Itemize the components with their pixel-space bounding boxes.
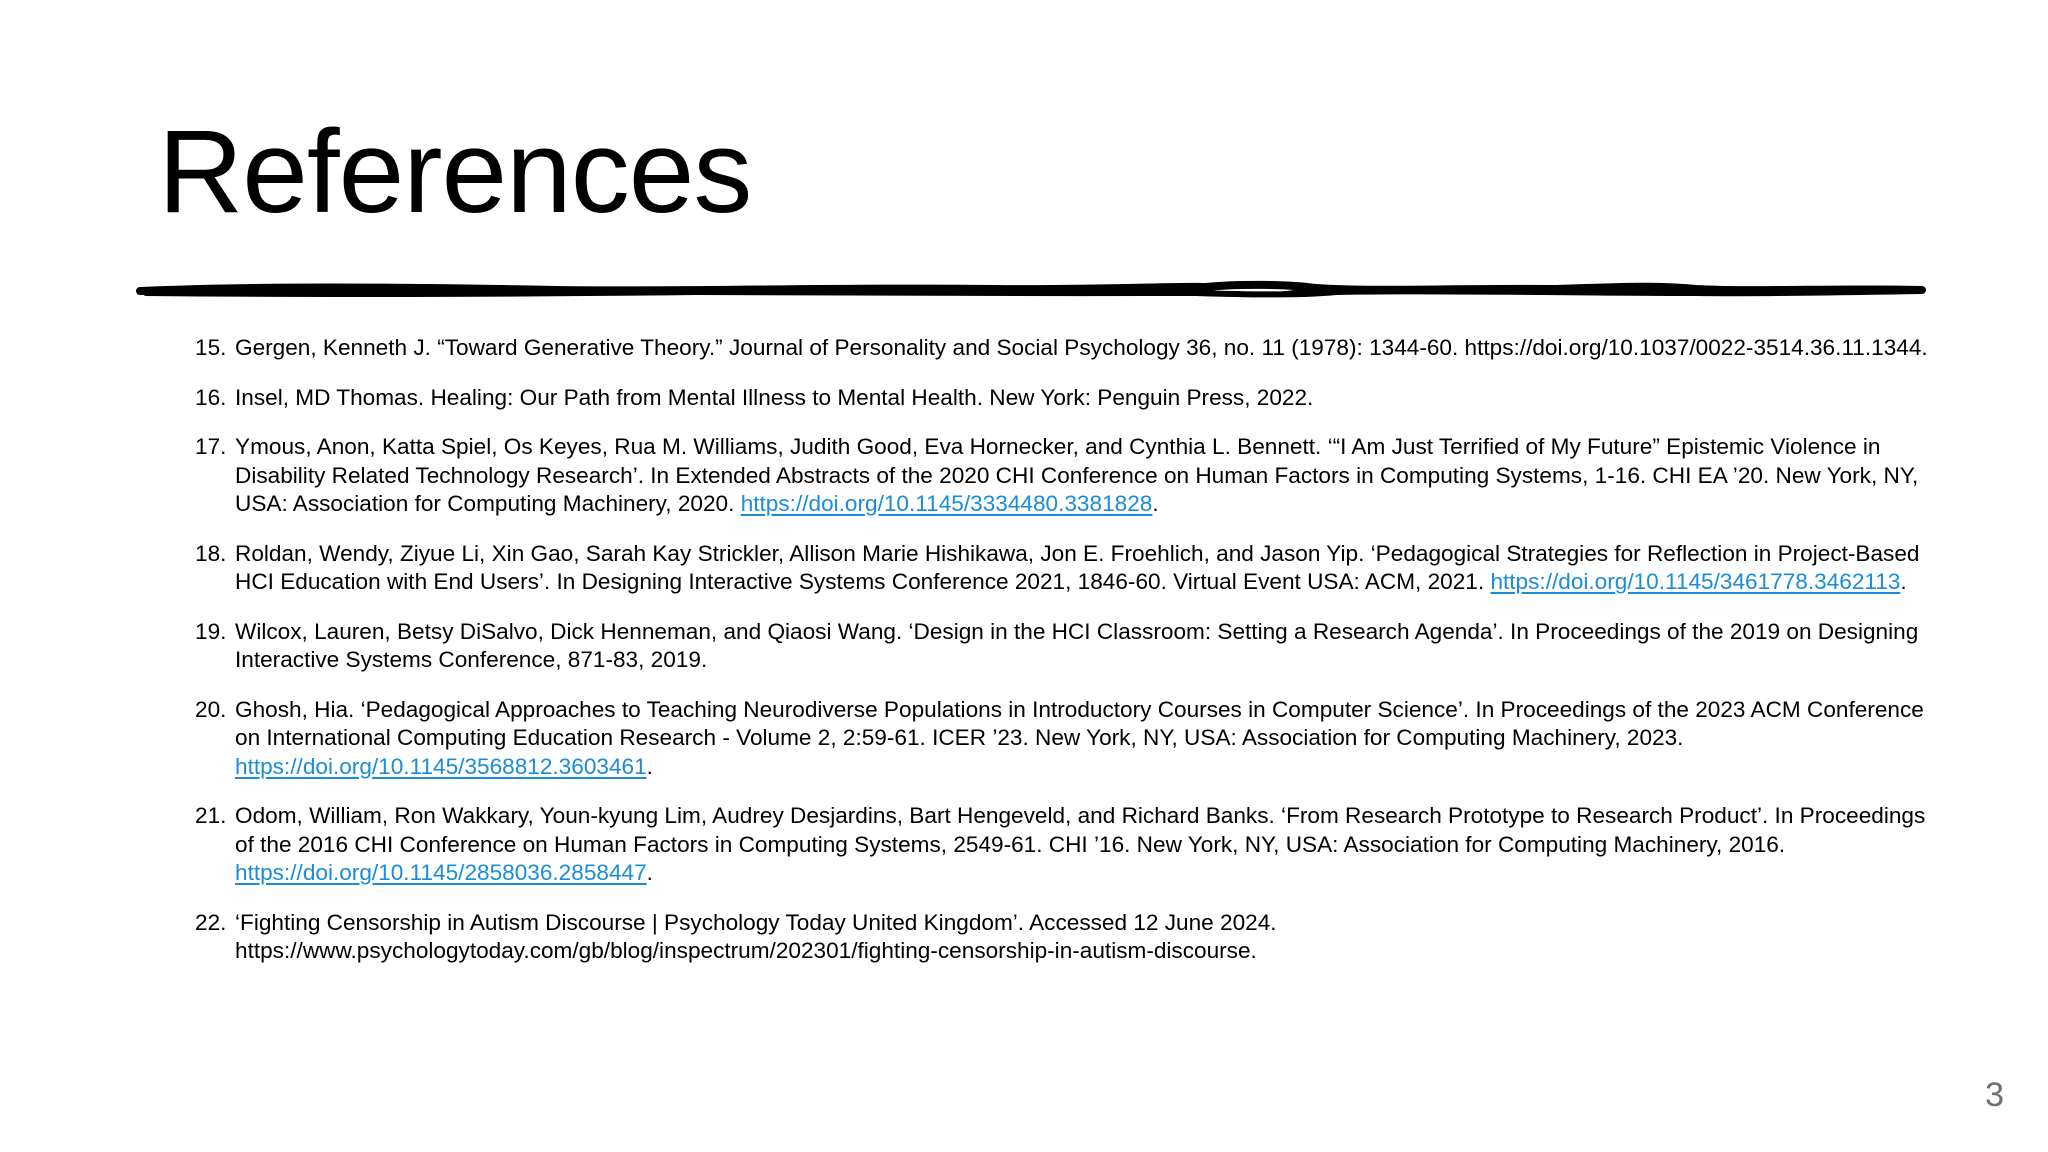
brush-divider xyxy=(136,274,1926,310)
reference-number: 17. xyxy=(195,434,227,459)
reference-text: Odom, William, Ron Wakkary, Youn-kyung Lim, Audrey Desjardins, Bart Hengeveld, and Richard Banks. ‘From Research Prototype to Research Product’. In Proceedings of the 2016 CHI Conference on Human Factors in Computing Systems, 2549-61. CHI ’16. New York, NY, USA: Association for Computing Machinery, 2016. xyxy=(235,803,1926,857)
reference-text: Gergen, Kenneth J. “Toward Generative Theory.” Journal of Personality and Social Psychology 36, no. 11 (1978): 1344-60. https://doi.org/10.1037/0022-3514.36.11.1344. xyxy=(235,335,1928,360)
reference-item xyxy=(195,618,1940,675)
doi-link[interactable]: https://doi.org/10.1145/3568812.3603461 xyxy=(235,753,647,779)
reference-item xyxy=(195,540,1940,597)
reference-item xyxy=(195,433,1940,519)
doi-link[interactable]: https://doi.org/10.1145/3334480.3381828 xyxy=(740,491,1153,516)
reference-item xyxy=(195,802,1940,888)
reference-number: 19. xyxy=(195,618,227,644)
reference-text: Wilcox, Lauren, Betsy DiSalvo, Dick Henneman, and Qiaosi Wang. ‘Design in the HCI Classroom: Setting a Research Agenda’. In Proceedings of the 2019 on Designing Interactive Systems Conference, 871-83, 2019. xyxy=(235,618,1919,672)
reference-item xyxy=(195,909,1940,966)
reference-trailing-period: . xyxy=(1152,491,1159,516)
doi-link[interactable]: https://doi.org/10.1145/3461778.3462113 xyxy=(1490,569,1901,594)
reference-text: Ghosh, Hia. ‘Pedagogical Approaches to Teaching Neurodiverse Populations in Introductory Courses in Computer Science’. In Proceedings of the 2023 ACM Conference on International Computing Education Research - Volume 2, 2:59-61. ICER ’23. New York, NY, USA: Association for Computing Machinery, 2023. xyxy=(235,696,1924,750)
reference-trailing-period: . xyxy=(646,753,653,779)
reference-item xyxy=(195,384,1940,413)
slide-title: References xyxy=(158,106,752,238)
reference-item xyxy=(195,696,1940,782)
reference-number: 20. xyxy=(195,696,227,722)
reference-item xyxy=(195,334,1940,363)
reference-text: Ymous, Anon, Katta Spiel, Os Keyes, Rua M. Williams, Judith Good, Eva Hornecker, and Cynthia L. Bennett. ‘“I Am Just Terrified of My Future” Epistemic Violence in Disability Related Technology Research’. In Extended Abstracts of the 2020 CHI Conference on Human Factors in Computing Systems, 1-16. CHI EA ’20. New York, NY, USA: Association for Computing Machinery, 2020. xyxy=(235,434,1919,516)
reference-number: 18. xyxy=(195,540,227,566)
reference-text: Roldan, Wendy, Ziyue Li, Xin Gao, Sarah Kay Strickler, Allison Marie Hishikawa, Jon E. Froehlich, and Jason Yip. ‘Pedagogical Strategies for Reflection in Project-Based HCI Education with End Users’. In Designing Interactive Systems Conference 2021, 1846-60. Virtual Event USA: ACM, 2021. xyxy=(235,540,1920,594)
reference-number: 15. xyxy=(195,335,227,360)
reference-number: 16. xyxy=(195,384,227,410)
reference-trailing-period: . xyxy=(1900,569,1907,594)
reference-trailing-period: . xyxy=(646,860,653,885)
reference-text: Insel, MD Thomas. Healing: Our Path from Mental Illness to Mental Health. New York: Penguin Press, 2022. xyxy=(235,384,1314,410)
reference-text: ‘Fighting Censorship in Autism Discourse | Psychology Today United Kingdom’. Accessed 12 June 2024. https://www.psychologytoday.com/gb/blog/inspectrum/202301/fighting-censorship-in-autism-discourse. xyxy=(235,909,1277,963)
page-number: 3 xyxy=(1985,1076,2004,1114)
references-list xyxy=(195,334,1940,987)
reference-number: 22. xyxy=(195,909,227,935)
reference-number: 21. xyxy=(195,803,227,828)
doi-link[interactable]: https://doi.org/10.1145/2858036.2858447 xyxy=(235,860,647,885)
